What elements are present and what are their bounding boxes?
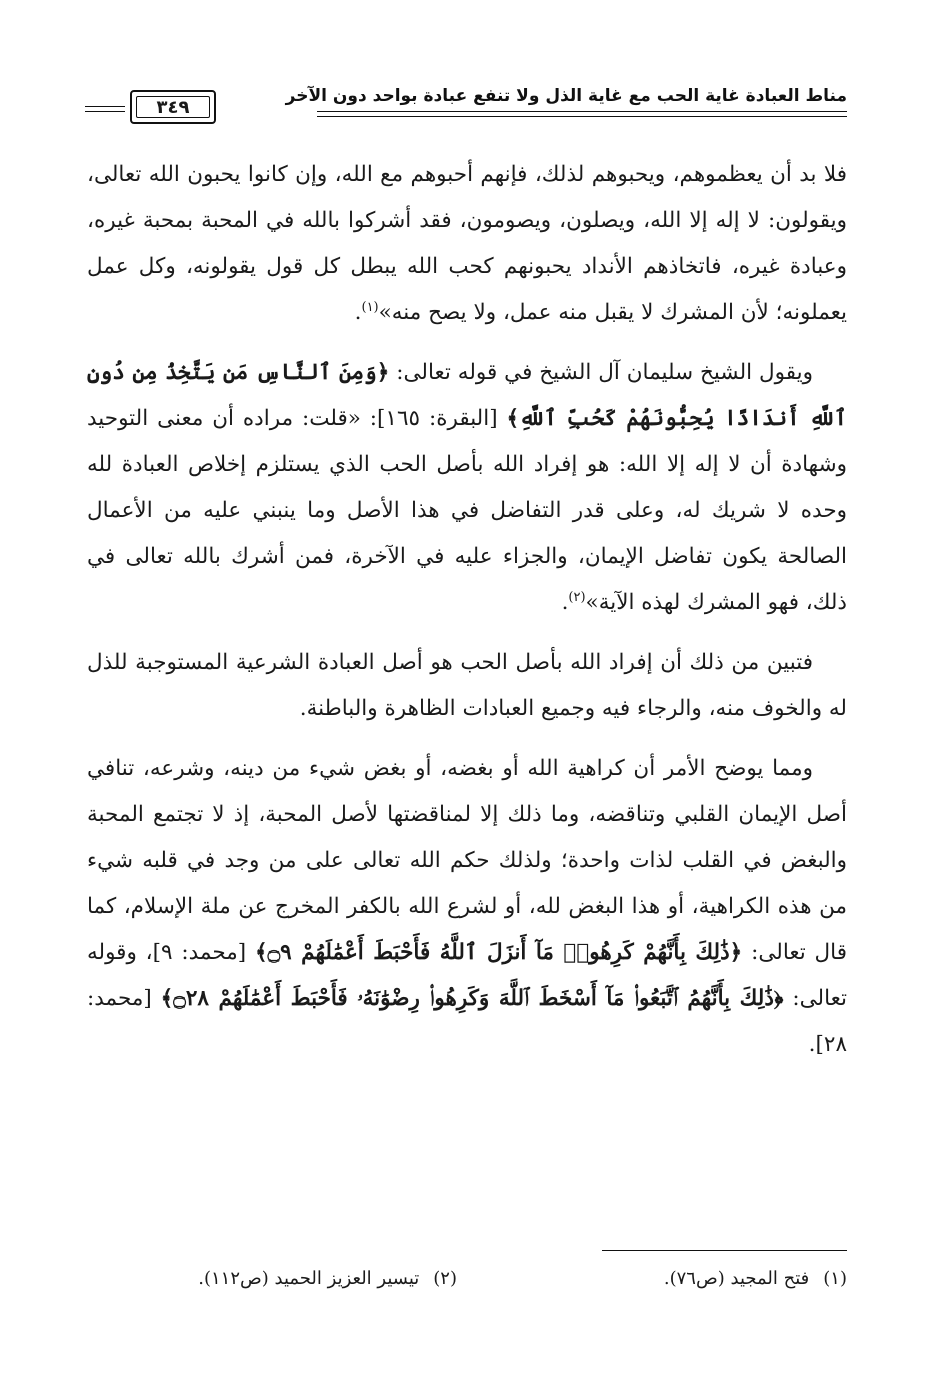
header-title: مناط العبادة غاية الحب مع غاية الذل ولا تنفع عبادة بواحد دون الآخر [285,86,847,106]
paragraph-end: . [354,300,362,325]
footnote-text: تيسير العزيز الحميد (ص١١٢). [198,1268,420,1289]
footnote-number: (١) [823,1268,847,1289]
header-rule [317,116,847,117]
header-left-rule [85,106,125,107]
paragraph-end: . [561,590,569,615]
footnote-1 [664,1266,847,1292]
paragraph-2 [87,350,847,626]
header-left-rule [85,111,125,112]
quran-verse: ﴿ذَٰلِكَ بِأَنَّهُمْ كَرِهُوا۟ مَآ أَنزَلَ ٱللَّهُ فَأَحْبَطَ أَعْمَٰلَهُمْ ۝٩﴾ [254,940,743,965]
page-number-frame [130,90,216,124]
quran-verse: ﴿وَمِنَ ٱلنَّاسِ مَن يَتَّخِذُ مِن دُونِ ٱللَّهِ أَندَادًا يُحِبُّونَهُمْ كَحُبِّ ٱللَّهِ﴾ [87,360,847,431]
paragraph-text: ومما يوضح الأمر أن كراهية الله أو بغضه، أو بغض شيء من دينه، وشرعه، تنافي أصل الإيمان القلبي وتناقضه، وما ذلك إلا لمناقضتها لأصل المحبة، إذ لا تجتمع المحبة والبغض في القلب لذات واحدة؛ ولذلك حكم الله تعالى على من وجد في قلبه شيء من هذه الكراهية، أو هذا البغض لله، أو لشرع الله بالكفر المخرج عن ملة الإسلام، كما قال تعالى: [87,756,847,965]
paragraph-text: فلا بد أن يعظموهم، ويحبوهم لذلك، فإنهم أحبوهم مع الله، وإن كانوا يحبون الله تعالى، ويقولون: لا إله إلا الله، ويصلون، ويصومون، فقد أشركوا بالله في المحبة بمحبة غيره، وعبادة غيره، فاتخاذهم الأنداد يحبونهم كحب الله يبطل كل قول يقولونه، وكل عمل يعملونه؛ لأن المشرك لا يقبل منه عمل، ولا يصح منه» [87,162,847,325]
footnote-ref-1: (١) [361,299,379,315]
paragraph-text: [محمد: ٩]، وقوله تعالى: [87,940,847,1011]
paragraph-3 [87,640,847,732]
footnote-text: فتح المجيد (ص٧٦). [663,1268,810,1289]
paragraph-text: فتبين من ذلك أن إفراد الله بأصل الحب هو أصل العبادة الشرعية المستوجبة للذل له والخوف منه، والرجاء فيه وجميع العبادات الظاهرة والباطنة. [87,650,847,721]
running-header [85,84,847,124]
paragraph-1 [87,152,847,336]
page-number: ٣٤٩ [156,96,190,118]
footnote-ref-2: (٢) [568,589,586,605]
footnote-2 [198,1266,457,1292]
paragraph-4 [87,746,847,1068]
footnote-number: (٢) [433,1268,457,1289]
footnote-separator [602,1250,847,1251]
paragraph-text: [البقرة: ١٦٥]: «قلت: مراده أن معنى التوحيد وشهادة أن لا إله إلا الله: هو إفراد الله بأصل الحب الذي يستلزم إخلاص العبادة لله وحده لا شريك له، وعلى قدر التفاضل في هذا الأصل وما ينبني عليه من الأعمال الصالحة يكون تفاضل الإيمان، والجزاء عليه في الآخرة، فمن أشرك بالله تعالى في ذلك، فهو المشرك لهذه الآية» [87,406,847,615]
paragraph-text: [محمد: ٢٨]. [87,986,847,1057]
paragraph-text: ويقول الشيخ سليمان آل الشيخ في قوله تعالى: [396,360,813,385]
quran-verse: ﴿ذَٰلِكَ بِأَنَّهُمُ ٱتَّبَعُوا۟ مَآ أَسْخَطَ ٱللَّهَ وَكَرِهُوا۟ رِضْوَٰنَهُۥ فَأَحْبَطَ أَعْمَٰلَهُمْ ۝٢٨﴾ [160,986,784,1011]
body-text [87,152,847,1082]
header-rule [317,111,847,112]
